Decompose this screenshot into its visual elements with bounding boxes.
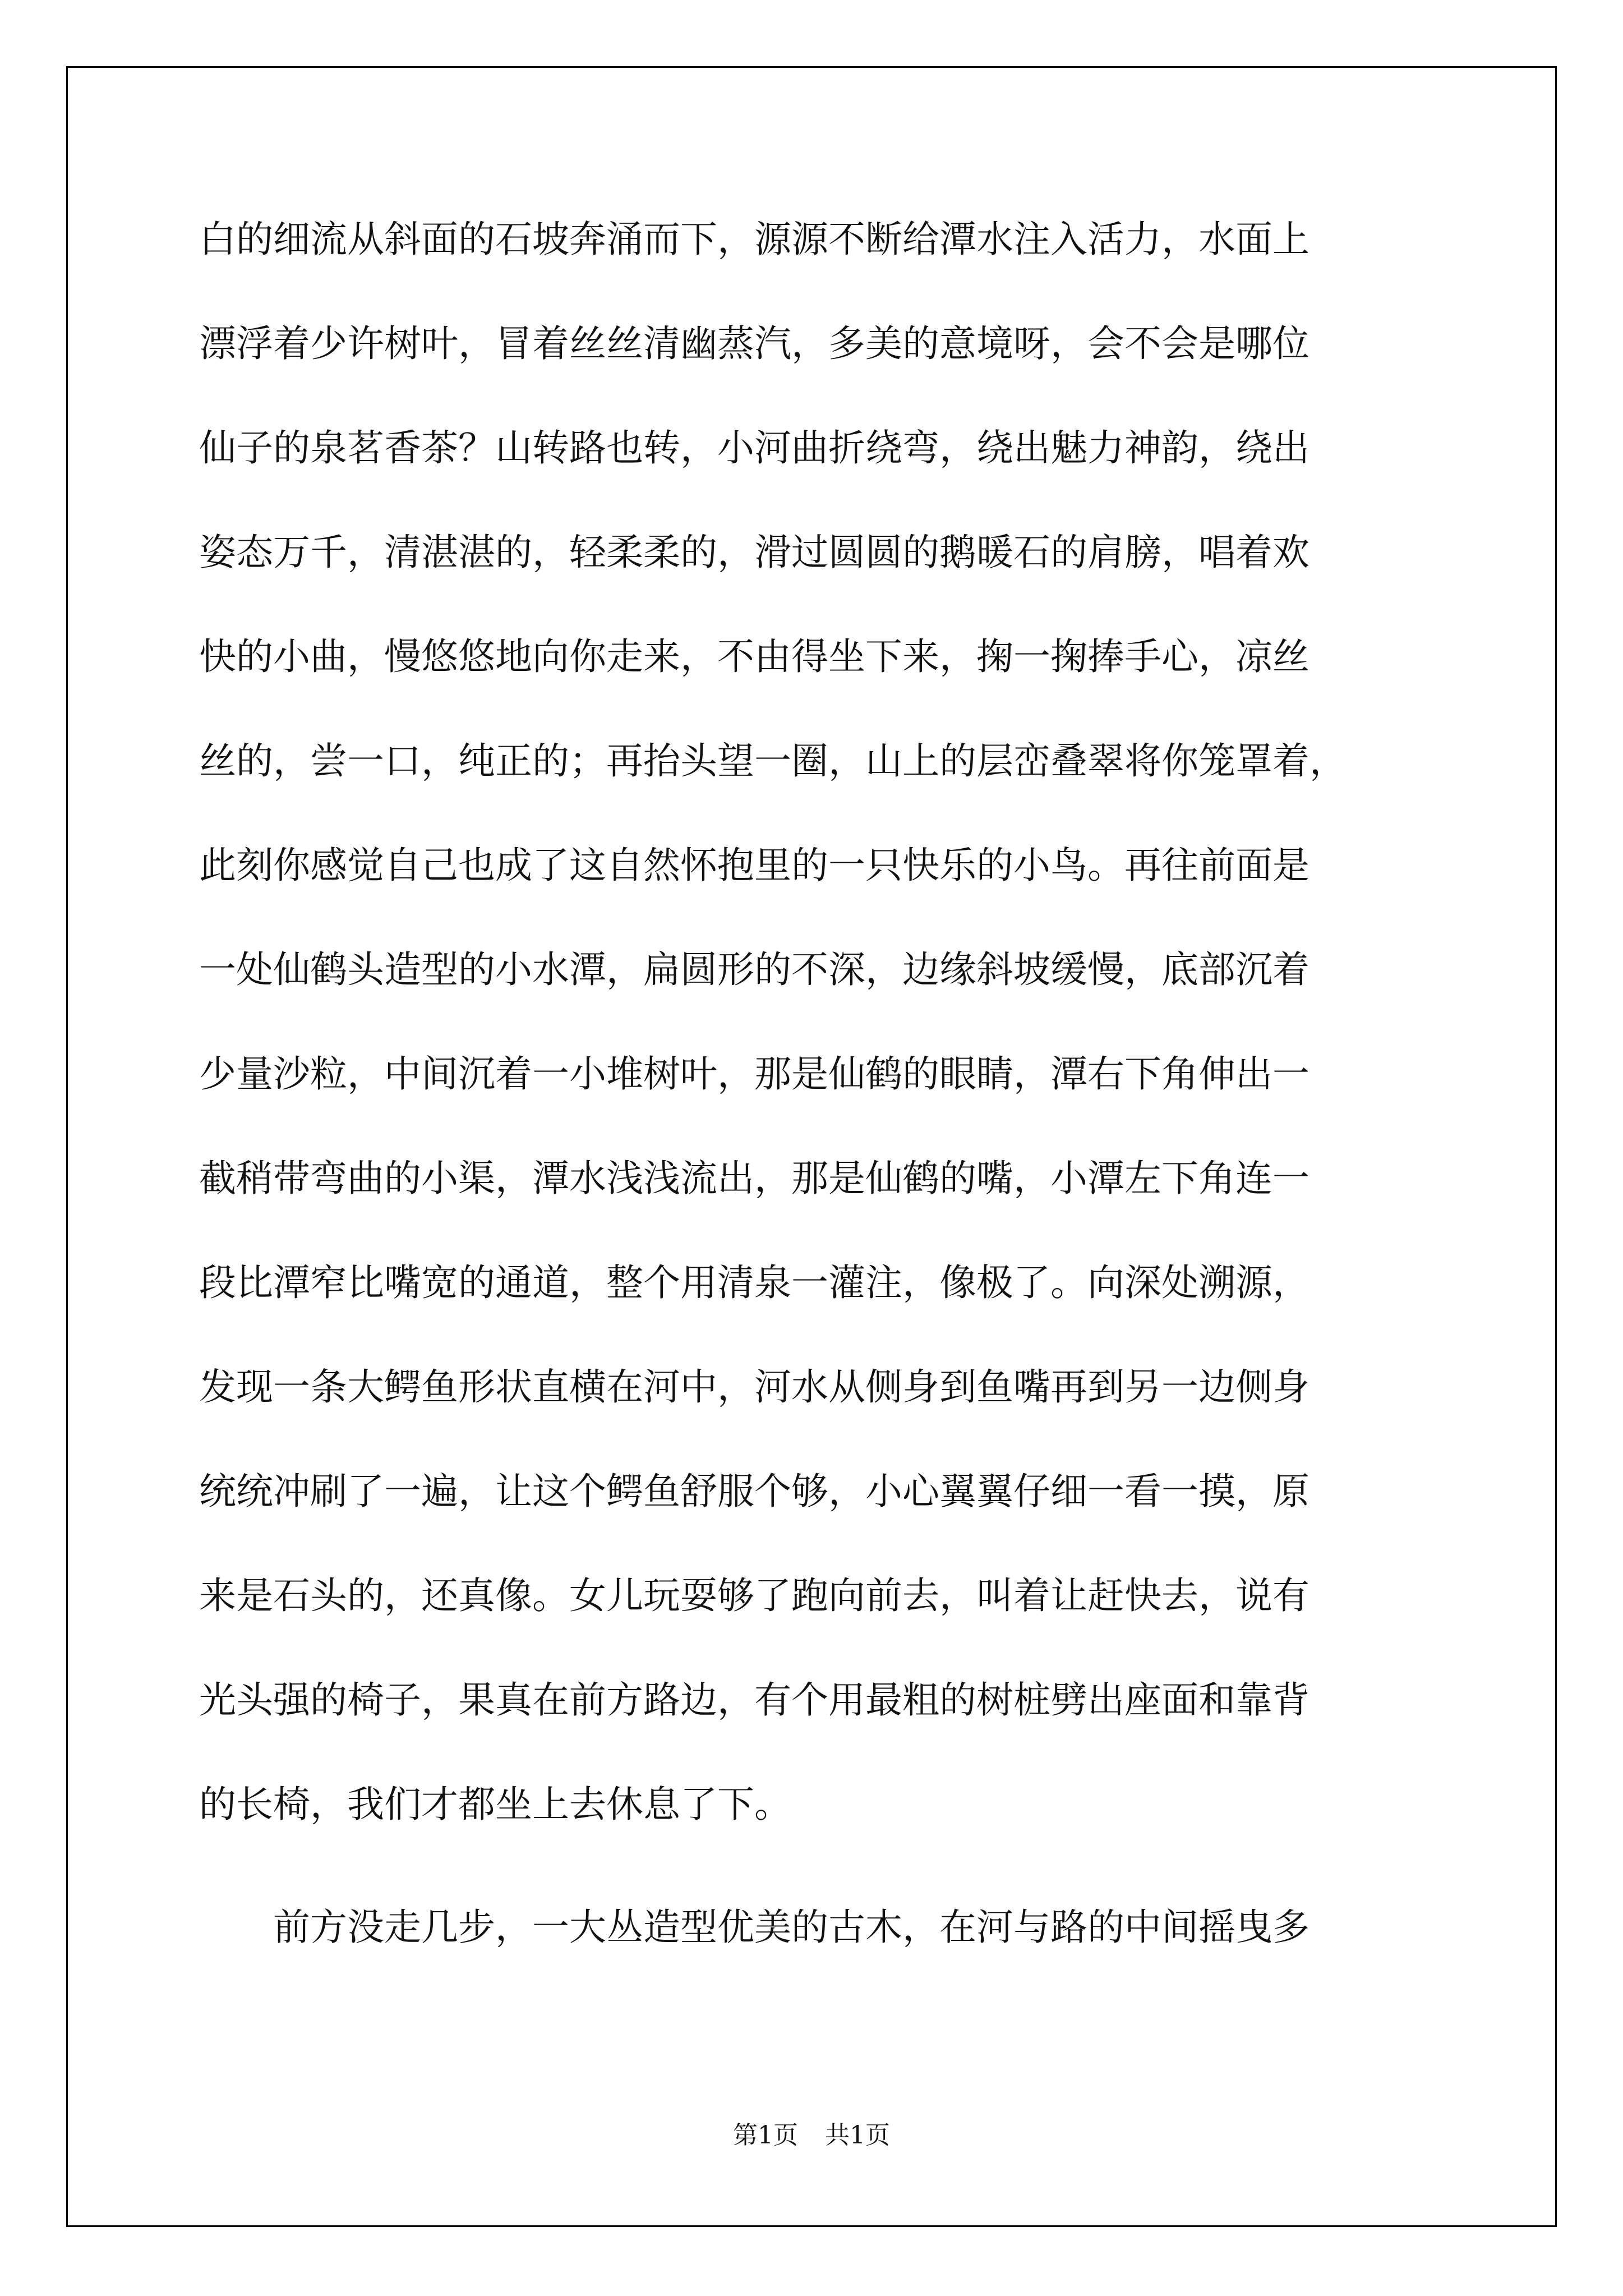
text-line: 截稍带弯曲的小渠，潭水浅浅流出，那是仙鹤的嘴，小潭左下角连一 <box>199 1157 1310 1200</box>
page-footer <box>0 2115 1623 2151</box>
text-line: 漂浮着少许树叶，冒着丝丝清幽蒸汽，多美的意境呀，会不会是哪位 <box>199 322 1310 365</box>
page-number: 第1页 <box>733 2121 798 2150</box>
text-line: 丝的，尝一口，纯正的；再抬头望一圈，山上的层峦叠翠将你笼罩着， <box>199 739 1347 783</box>
text-line: 姿态万千，清湛湛的，轻柔柔的，滑过圆圆的鹅暖石的肩膀，唱着欢 <box>199 531 1310 574</box>
text-line: 此刻你感觉自己也成了这自然怀抱里的一只快乐的小鸟。再往前面是 <box>199 844 1310 887</box>
page-total: 共1页 <box>825 2121 890 2150</box>
text-line: 白的细流从斜面的石坡奔涌而下，源源不断给潭水注入活力，水面上 <box>199 218 1310 261</box>
paragraph-first-line: 前方没走几步，一大丛造型优美的古木，在河与路的中间摇曳多 <box>273 1906 1310 1949</box>
text-line: 统统冲刷了一遍，让这个鳄鱼舒服个够，小心翼翼仔细一看一摸，原 <box>199 1470 1310 1513</box>
text-line: 发现一条大鳄鱼形状直横在河中，河水从侧身到鱼嘴再到另一边侧身 <box>199 1365 1310 1409</box>
text-line: 一处仙鹤头造型的小水潭，扁圆形的不深，边缘斜坡缓慢，底部沉着 <box>199 948 1310 991</box>
text-line: 仙子的泉茗香茶？山转路也转，小河曲折绕弯，绕出魅力神韵，绕出 <box>199 426 1310 470</box>
text-line: 的长椅，我们才都坐上去休息了下。 <box>199 1783 791 1826</box>
text-line: 段比潭窄比嘴宽的通道，整个用清泉一灌注，像极了。向深处溯源， <box>199 1261 1310 1304</box>
text-line: 光头强的椅子，果真在前方路边，有个用最粗的树桩劈出座面和靠背 <box>199 1678 1310 1722</box>
text-line: 快的小曲，慢悠悠地向你走来，不由得坐下来，掬一掬捧手心，凉丝 <box>199 635 1310 678</box>
text-line: 来是石头的，还真像。女儿玩耍够了跑向前去，叫着让赶快去，说有 <box>199 1574 1310 1617</box>
text-line: 少量沙粒，中间沉着一小堆树叶，那是仙鹤的眼睛，潭右下角伸出一 <box>199 1052 1310 1096</box>
